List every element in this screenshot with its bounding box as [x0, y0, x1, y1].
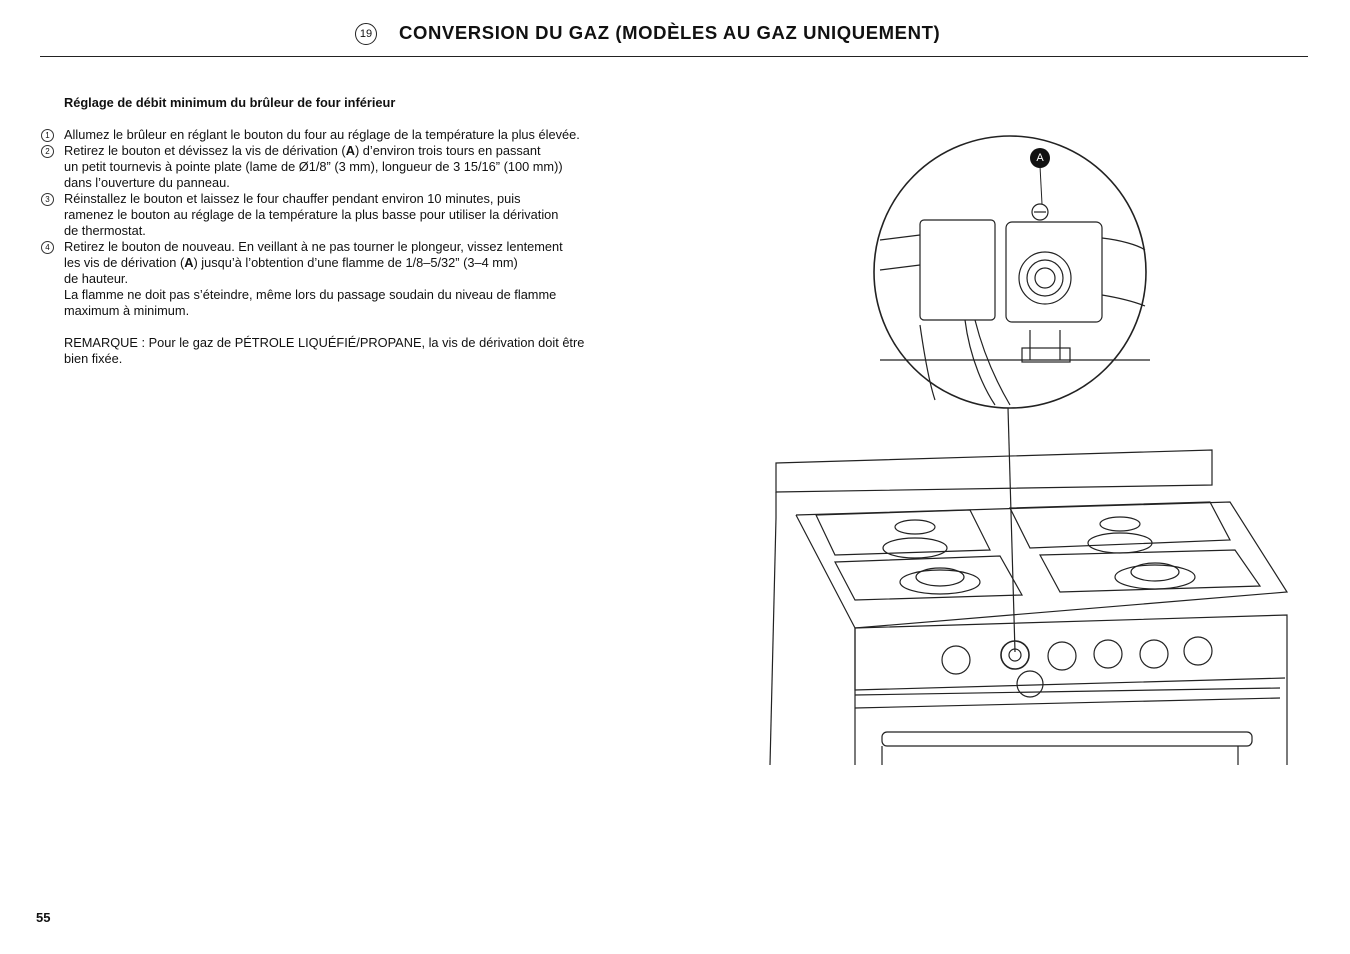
- note-text: REMARQUE : Pour le gaz de PÉTROLE LIQUÉFIÉ/PROPANE, la vis de dérivation doit être: [64, 335, 585, 350]
- cooker-body: [770, 450, 1287, 765]
- step-number-badge: 4: [41, 241, 54, 254]
- step-number-badge: 1: [41, 129, 54, 142]
- step-2: [40, 143, 660, 191]
- page-number: 55: [36, 910, 51, 925]
- subheading: Réglage de débit minimum du brûleur de four inférieur: [64, 95, 396, 110]
- step-text: les vis de dérivation (A) jusqu’à l’obtention d’une flamme de 1/8–5/32” (3–4 mm): [64, 255, 518, 270]
- page-header: [40, 20, 1308, 57]
- step-text: ramenez le bouton au réglage de la température la plus basse pour utiliser la dérivation: [64, 207, 559, 222]
- step-text: de thermostat.: [64, 223, 146, 238]
- step-text: un petit tournevis à pointe plate (lame de Ø1/8” (3 mm), longueur de 3 15/16” (100 mm)): [64, 159, 563, 174]
- instructions: [40, 95, 660, 367]
- step-number-badge: 2: [41, 145, 54, 158]
- step-text: Retirez le bouton et dévissez la vis de dérivation (A) d’environ trois tours en passant: [64, 143, 541, 158]
- step-1: [40, 127, 660, 143]
- step-text: Allumez le brûleur en réglant le bouton du four au réglage de la température la plus élevée.: [64, 127, 580, 142]
- note-text: bien fixée.: [64, 351, 123, 366]
- step-3: [40, 191, 660, 239]
- control-knobs: [942, 637, 1212, 697]
- step-number-badge: 3: [41, 193, 54, 206]
- step-text: dans l’ouverture du panneau.: [64, 175, 230, 190]
- note: [40, 335, 660, 367]
- range-drawing: [760, 130, 1300, 770]
- range-illustration: [760, 130, 1300, 770]
- cooktop-grates: [816, 502, 1260, 600]
- step-text: Retirez le bouton de nouveau. En veillant à ne pas tourner le plongeur, vissez lentement: [64, 239, 563, 254]
- step-text: maximum à minimum.: [64, 303, 190, 318]
- page-title: CONVERSION DU GAZ (MODÈLES AU GAZ UNIQUEMENT): [399, 22, 941, 43]
- section-number-badge: 19: [355, 23, 377, 45]
- step-text: Réinstallez le bouton et laissez le four chauffer pendant environ 10 minutes, puis: [64, 191, 521, 206]
- step-text: de hauteur.: [64, 271, 129, 286]
- step-4: [40, 239, 660, 319]
- callout-label-a: A: [1030, 148, 1050, 168]
- detail-magnifier-circle: [874, 136, 1146, 408]
- callout-reference: A: [184, 255, 194, 270]
- callout-reference: A: [345, 143, 355, 158]
- step-text: La flamme ne doit pas s’éteindre, même lors du passage soudain du niveau de flamme: [64, 287, 557, 302]
